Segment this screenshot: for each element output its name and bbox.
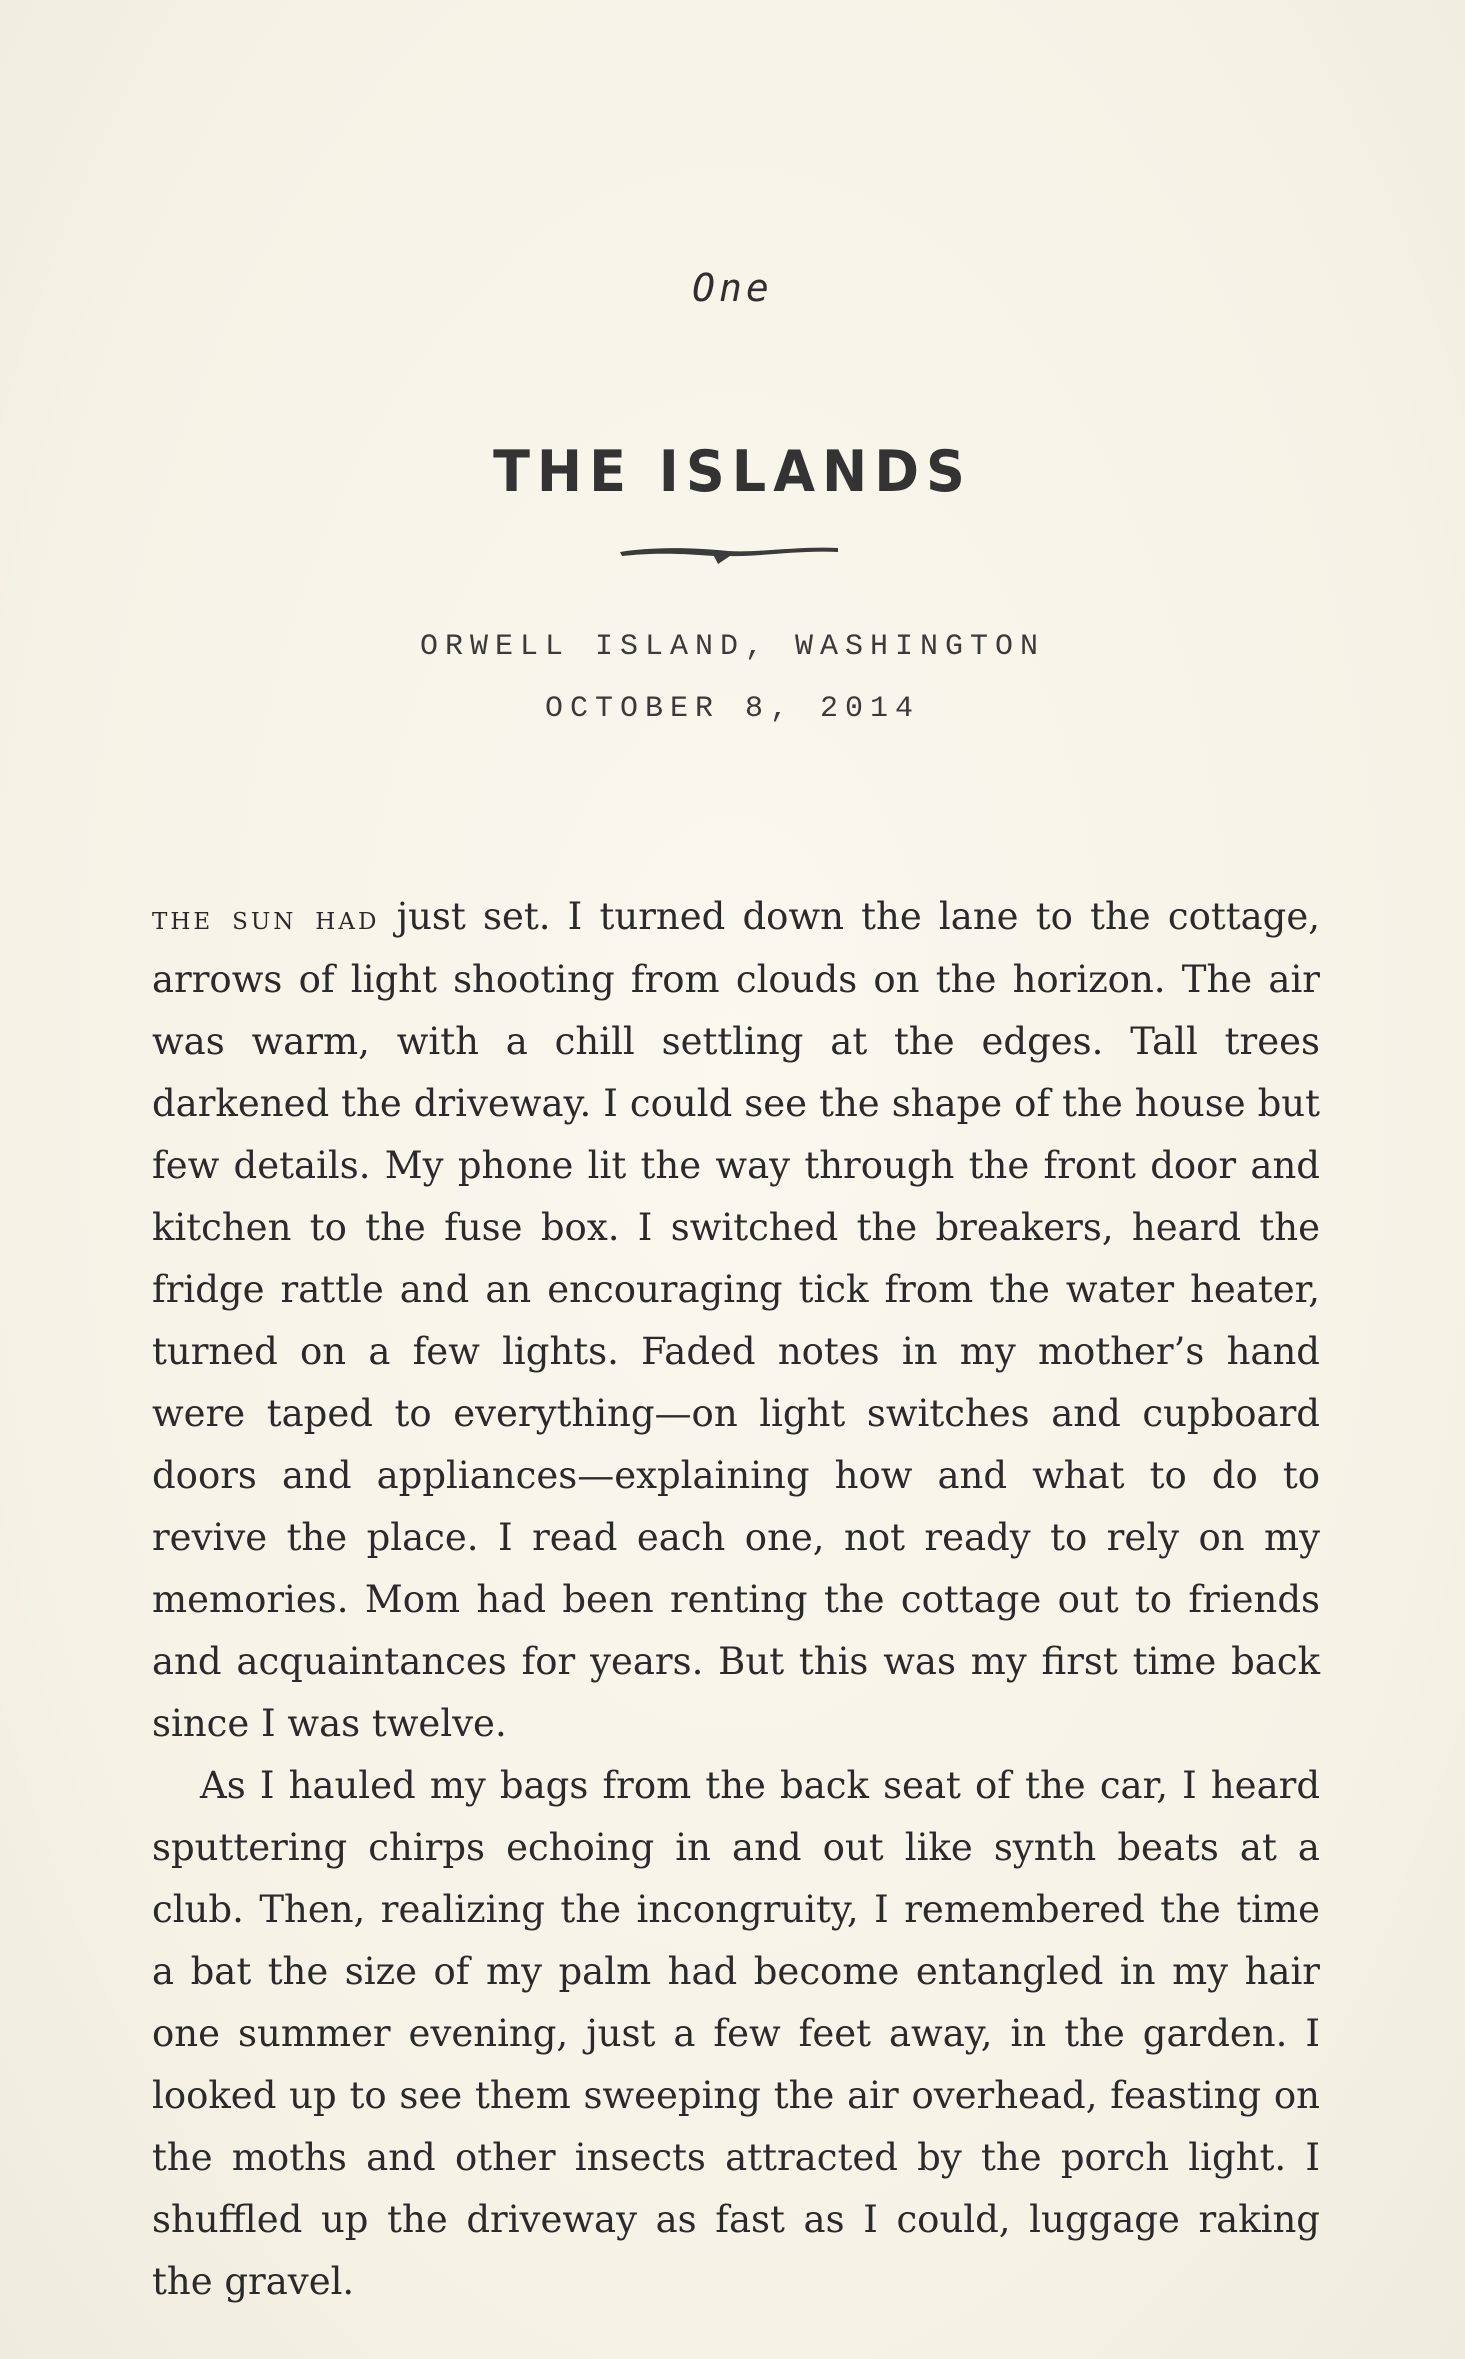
paragraph-1 — [152, 886, 1320, 1755]
body-text — [152, 886, 1320, 2313]
branch-ornament-icon — [618, 534, 840, 574]
chapter-date: OCTOBER 8, 2014 — [544, 692, 921, 726]
chapter-title: THE ISLANDS — [493, 438, 972, 505]
paragraph-2: As I hauled my bags from the back seat of the car, I heard sputtering chirps echoing in and out like synth beats at a club. Then, realizing the incongruity, I remembered the time a bat the size of my palm had become entangled in my hair one summer evening, just a few feet away, in the garden. I looked up to see them sweeping the air overhead, feasting on the moths and other insects attracted by the porch light. I shuffled up the driveway as fast as I could, luggage raking the gravel. — [152, 1764, 1320, 2303]
chapter-number: One — [692, 266, 773, 310]
chapter-location: ORWELL ISLAND, WASHINGTON — [419, 630, 1046, 664]
paragraph-lead-smallcaps: the sun had — [152, 898, 380, 937]
paragraph-1-text: just set. I turned down the lane to the cottage, arrows of light shooting from clouds on the horizon. The air was warm, with a chill settling at the edges. Tall trees darkened the driveway. I could see the shape of the house but few details. My phone lit the way through the front door and kitchen to the fuse box. I switched the breakers, heard the fridge rattle and an encouraging tick from the water heater, turned on a few lights. Faded notes in my mother’s hand were taped to everything—on light switches and cupboard doors and appliances—explaining how and what to do to revive the place. I read each one, not ready to rely on my memories. Mom had been renting the cottage out to friends and acquaintances for years. But this was my first time back since I was twelve. — [152, 895, 1321, 1745]
